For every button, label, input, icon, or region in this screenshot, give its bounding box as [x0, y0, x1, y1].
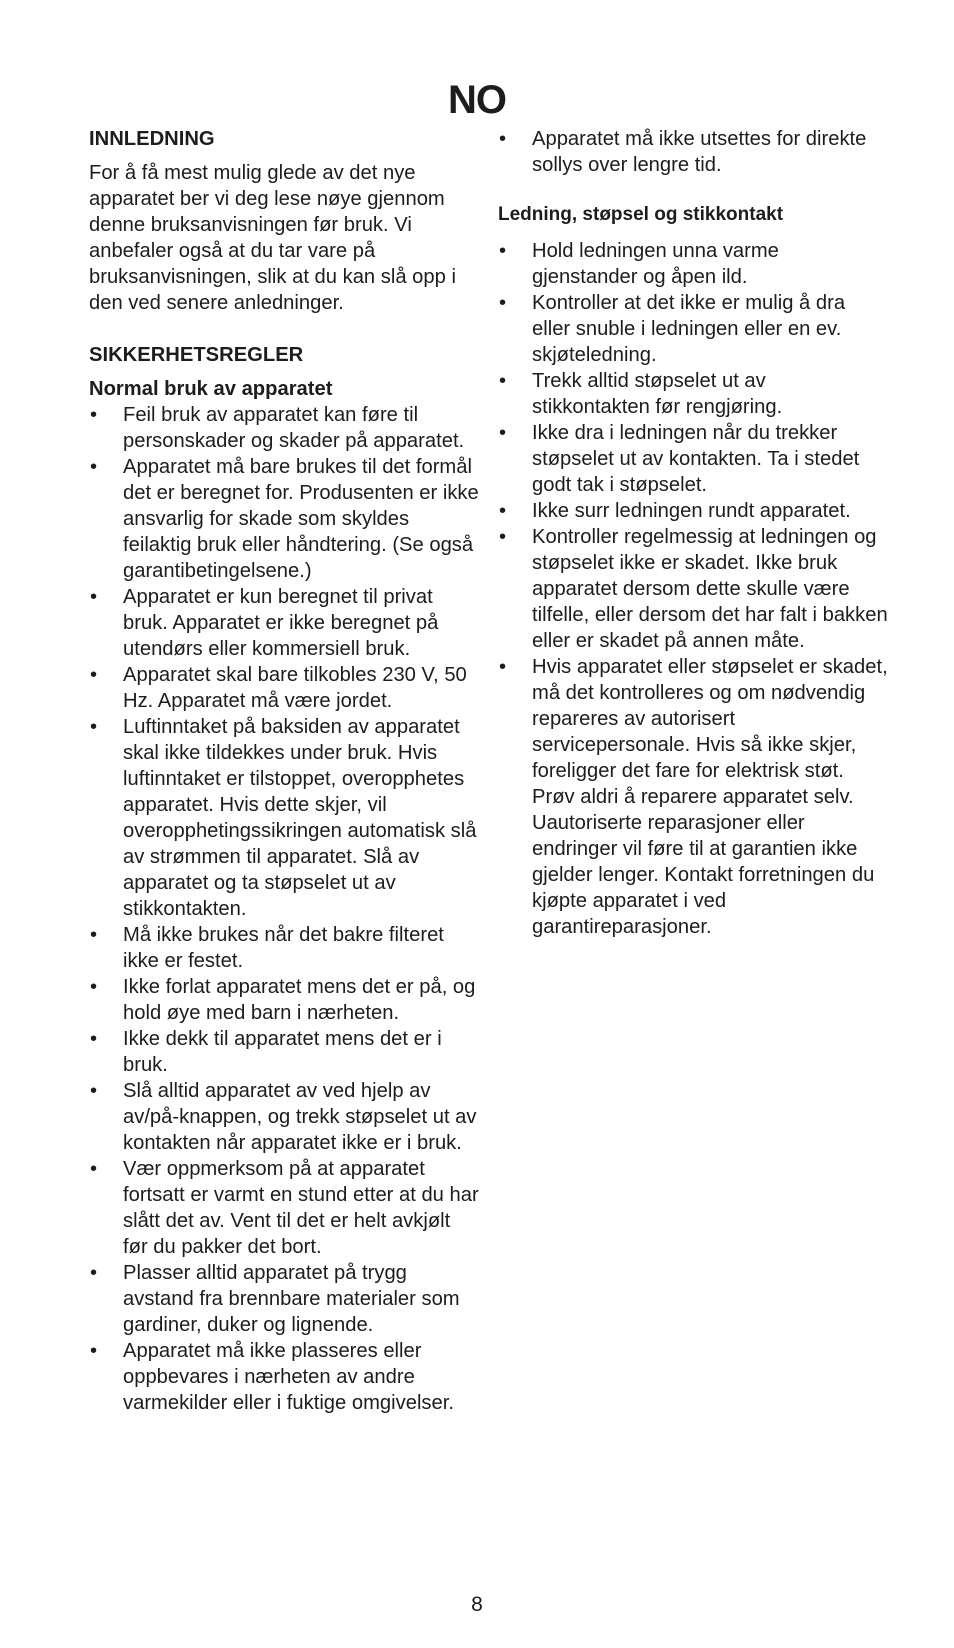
list-item: [89, 974, 479, 1026]
list-item: [498, 420, 888, 498]
list-item-text: Luftinntaket på baksiden av apparatet skal ikke tildekkes under bruk. Hvis luftinntaket er tilstoppet, overopphetes apparatet. Hvis dette skjer, vil overopphetingssikringen automatisk slå av strømmen til apparatet. Slå av apparatet og ta støpselet ut av stikkontakten.: [123, 716, 477, 920]
safety-heading: SIKKERHETSREGLER: [89, 344, 304, 366]
left-column: [89, 126, 479, 1416]
list-item: [89, 454, 479, 584]
bullet-icon: •: [499, 240, 507, 262]
list-item-text: Ikke surr ledningen rundt apparatet.: [532, 500, 851, 522]
list-item: [89, 402, 479, 454]
bullet-icon: •: [90, 1158, 98, 1180]
list-item: [498, 498, 888, 524]
list-item: [89, 922, 479, 974]
bullet-icon: •: [90, 404, 98, 426]
right-column: [498, 126, 888, 940]
list-item-text: Plasser alltid apparatet på trygg avstand fra brennbare materialer som gardiner, duker og lignende.: [123, 1262, 460, 1336]
bullet-icon: •: [90, 456, 98, 478]
list-item-text: Trekk alltid støpselet ut av stikkontakten før rengjøring.: [532, 370, 783, 418]
list-item-text: Hvis apparatet eller støpselet er skadet, må det kontrolleres og om nødvendig repareres av autorisert servicepersonale. Hvis så ikke skjer, foreligger det fare for elektrisk støt. Prøv aldri å reparere apparatet selv. Uautoriserte reparasjoner eller endringer vil føre til at garantien ikke gjelder lenger. Kontakt forretningen du kjøpte apparatet i ved garantireparasjoner.: [532, 656, 888, 938]
bullet-icon: •: [499, 128, 507, 150]
list-item: [89, 584, 479, 662]
bullet-icon: •: [90, 664, 98, 686]
list-item-text: Apparatet må ikke utsettes for direkte sollys over lengre tid.: [532, 128, 867, 176]
normal-use-list: [89, 402, 479, 1416]
list-item-text: Kontroller at det ikke er mulig å dra eller snuble i ledningen eller en ev. skjøteledning.: [532, 292, 846, 366]
list-item: [498, 290, 888, 368]
list-item-text: Apparatet må bare brukes til det formål det er beregnet for. Produsenten er ikke ansvarlig for skade som skyldes feilaktig bruk eller håndtering. (Se også garantibetingelsene.): [123, 456, 479, 582]
bullet-icon: •: [90, 1080, 98, 1102]
list-item-text: Må ikke brukes når det bakre filteret ikke er festet.: [123, 924, 444, 972]
bullet-icon: •: [499, 500, 507, 522]
list-item: [89, 662, 479, 714]
bullet-icon: •: [90, 976, 98, 998]
continued-safety-list: [498, 126, 888, 178]
bullet-icon: •: [90, 924, 98, 946]
page-language-code: NO: [448, 78, 506, 122]
bullet-icon: •: [90, 716, 98, 738]
bullet-icon: •: [90, 586, 98, 608]
list-item: [89, 1260, 479, 1338]
bullet-icon: •: [90, 1340, 98, 1362]
list-item-text: Ikke dekk til apparatet mens det er i bruk.: [123, 1028, 442, 1076]
bullet-icon: •: [499, 656, 507, 678]
list-item-text: Apparatet skal bare tilkobles 230 V, 50 Hz. Apparatet må være jordet.: [123, 664, 467, 712]
page-number: 8: [471, 1593, 483, 1616]
bullet-icon: •: [499, 370, 507, 392]
intro-paragraph: For å få mest mulig glede av det nye apparatet ber vi deg lese nøye gjennom denne bruksanvisningen før bruk. Vi anbefaler også at du tar vare på bruksanvisningen, slik at du kan slå opp i den ved senere anledninger.: [89, 162, 456, 314]
bullet-icon: •: [499, 422, 507, 444]
list-item: [498, 368, 888, 420]
list-item: [498, 126, 888, 178]
list-item: [89, 1078, 479, 1156]
list-item-text: Vær oppmerksom på at apparatet fortsatt er varmt en stund etter at du har slått det av. Vent til det er helt avkjølt før du pakker det bort.: [123, 1158, 479, 1258]
bullet-icon: •: [90, 1262, 98, 1284]
bullet-icon: •: [90, 1028, 98, 1050]
list-item-text: Feil bruk av apparatet kan føre til personskader og skader på apparatet.: [123, 404, 465, 452]
bullet-icon: •: [499, 292, 507, 314]
list-item: [89, 1156, 479, 1260]
bullet-icon: •: [499, 526, 507, 548]
normal-use-heading: Normal bruk av apparatet: [89, 378, 333, 400]
list-item: [89, 1338, 479, 1416]
list-item-text: Ikke dra i ledningen når du trekker støpselet ut av kontakten. Ta i stedet godt tak i støpselet.: [532, 422, 860, 496]
list-item: [498, 238, 888, 290]
list-item-text: Hold ledningen unna varme gjenstander og åpen ild.: [532, 240, 779, 288]
cord-plug-list: [498, 238, 888, 940]
list-item-text: Ikke forlat apparatet mens det er på, og hold øye med barn i nærheten.: [123, 976, 476, 1024]
list-item: [498, 524, 888, 654]
list-item: [89, 1026, 479, 1078]
list-item-text: Kontroller regelmessig at ledningen og støpselet ikke er skadet. Ikke bruk apparatet dersom dette skulle være tilfelle, eller dersom det har falt i bakken eller er skadet på annen måte.: [532, 526, 888, 652]
list-item-text: Slå alltid apparatet av ved hjelp av av/på-knappen, og trekk støpselet ut av kontakten når apparatet ikke er i bruk.: [123, 1080, 477, 1154]
list-item: [498, 654, 888, 940]
list-item-text: Apparatet må ikke plasseres eller oppbevares i nærheten av andre varmekilder eller i fuktige omgivelser.: [123, 1340, 454, 1414]
list-item: [89, 714, 479, 922]
cord-plug-heading: Ledning, støpsel og stikkontakt: [498, 204, 784, 225]
intro-heading: INNLEDNING: [89, 128, 215, 150]
list-item-text: Apparatet er kun beregnet til privat bruk. Apparatet er ikke beregnet på utendørs eller kommersiell bruk.: [123, 586, 439, 660]
